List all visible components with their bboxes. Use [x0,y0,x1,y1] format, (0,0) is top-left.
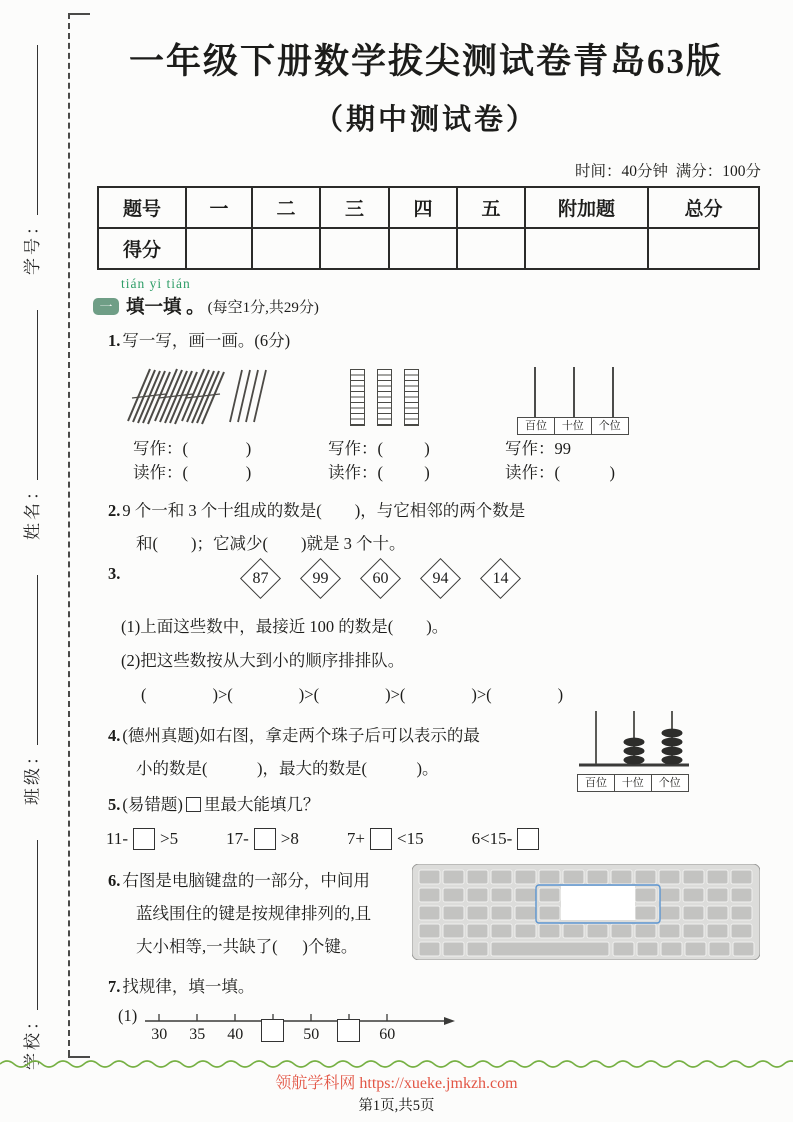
question-4-line1: (德州真题)如右图，拿走两个珠子后可以表示的最 [122,726,480,745]
diamond-value: 87 [252,569,269,587]
sub-question-label: (1) [118,1006,138,1025]
diamond-number [480,558,521,599]
answer-box [517,828,539,850]
write-as-blank: 写作：( ) [328,439,430,458]
score-cell [457,228,525,269]
read-as-blank: 读作：( ) [505,463,615,482]
keyboard-image [412,864,760,960]
name-blank [22,310,39,480]
wave-divider [0,1057,793,1071]
question-1 [108,330,290,352]
answer-box [337,1019,360,1042]
score-table [97,186,760,270]
score-header-cell: 附加题 [525,187,648,228]
question-6-line1: 右图是电脑键盘的一部分，中间用 [122,871,370,890]
read-as-blank: 读作：( ) [328,463,430,482]
diamond-number [240,558,281,599]
expression-left: 7+ [346,829,365,848]
question-2 [108,494,525,560]
expression-left: 6<15- [471,829,513,848]
section-pinyin: tián yi tián [121,276,191,291]
question-6-line3: 大小相等,一共缺了( )个键。 [136,937,358,956]
expression-right: <15 [396,829,424,848]
diamond-value: 99 [312,569,329,587]
stick-bundles-image [126,364,276,428]
question-4-line2: 小的数是( )，最大的数是( )。 [136,759,439,778]
ten-rod [377,369,392,426]
answer-box [186,797,201,812]
name-label: 姓名： [22,480,42,540]
diamond-numbers [246,564,515,593]
place-value-cell: 个位 [651,774,689,792]
class-blank [22,575,39,745]
score-header-cell: 四 [389,187,457,228]
question-5-prefix: (易错题) [122,795,183,814]
inequality-item [106,828,178,850]
number-line-value: 50 [303,1026,320,1043]
answer-box [261,1019,284,1042]
place-value-table [517,417,631,435]
place-value-cell: 百位 [577,774,615,792]
expression-right: >8 [280,829,299,848]
question-2-number: 2. [108,501,121,520]
score-header-cell: 一 [186,187,252,228]
section-note: (每空1分,共29分) [207,299,319,316]
number-line-value: 30 [151,1026,168,1043]
question-3-number: 3. [108,564,121,583]
expression-left: 17- [226,829,249,848]
name-field [18,310,42,540]
score-cell [186,228,252,269]
counting-board-rods [517,367,631,417]
q1-answer-col1 [133,437,251,485]
score-cell [389,228,457,269]
question-1-number: 1. [108,331,121,350]
inequality-item [347,828,424,850]
abacus-figure [577,707,691,792]
score-row-label: 得分 [98,228,186,269]
question-5-expressions [106,828,544,850]
score-cell [648,228,759,269]
answer-box [254,828,276,850]
number-line [143,1006,455,1054]
section-header [93,293,319,319]
question-5 [108,794,319,816]
question-5-suffix: 里最大能填几？ [203,795,320,814]
page-subtitle: （期中测试卷） [313,104,538,136]
time-info: 时间：40分钟 满分：100分 [574,163,761,180]
number-line-value: 40 [227,1026,244,1043]
score-header-cell: 题号 [98,187,186,228]
score-header-cell: 五 [457,187,525,228]
abacus-image [577,707,691,769]
question-1-text: 写一写，画一画。(6分) [122,331,291,350]
student-id-blank [22,45,39,215]
score-cell [252,228,320,269]
question-3-sub1: (1)上面这些数中，最接近 100 的数是( )。 [121,617,449,636]
counting-board-image [517,367,631,435]
binding-dashed-line [68,13,70,1056]
number-line-value: 60 [379,1026,396,1043]
place-value-table [577,774,691,792]
answer-box [133,828,155,850]
school-label: 学校： [22,1010,42,1070]
question-4 [108,719,568,785]
question-5-number: 5. [108,795,121,814]
section-number-badge: 一 [93,298,119,315]
place-value-cell: 百位 [517,417,555,435]
read-as-blank: 读作：( ) [133,463,252,482]
q1-answer-col2 [328,437,430,485]
class-field [18,575,42,805]
diamond-value: 14 [492,569,509,587]
question-2-line2: 和( )；它减少( )就是 3 个十。 [136,534,406,553]
q1-answer-col3 [505,437,615,485]
number-line-value: 35 [189,1026,206,1043]
page-number: 第1页,共5页 [358,1098,435,1114]
inequality-item [472,828,545,850]
question-3-ordering-blanks: ( )>( )>( )>( )>( ) [141,685,564,704]
ten-rod [404,369,419,426]
expression-right: >5 [160,829,179,848]
school-field [18,840,42,1070]
question-2-line1: 9 个一和 3 个十组成的数是( )，与它相邻的两个数是 [122,501,526,520]
answer-box [370,828,392,850]
score-table-score-row [98,228,759,269]
diamond-number [300,558,341,599]
place-value-cell: 十位 [614,774,652,792]
write-as-blank: 写作：( ) [133,439,252,458]
question-3-number-wrap [108,563,122,585]
student-id-field [18,45,42,275]
class-label: 班级： [22,745,42,805]
score-header-cell: 三 [320,187,389,228]
question-7-sub1 [118,1006,455,1054]
score-header-cell: 总分 [648,187,759,228]
score-cell [320,228,389,269]
ten-rod [350,369,365,426]
question-7-text: 找规律，填一填。 [122,977,255,996]
question-6-line2: 蓝线围住的键是按规律排列的,且 [136,904,372,923]
write-as-value: 写作：99 [505,439,571,458]
base-ten-rods-image [350,369,419,426]
footer-site: 领航学科网 https://xueke.jmkzh.com [275,1075,518,1092]
school-blank [22,840,39,1010]
question-3-sub2: (2)把这些数按从大到小的顺序排排队。 [121,651,405,670]
question-4-number: 4. [108,726,121,745]
page-title: 一年级下册数学拔尖测试卷青岛63版 [128,42,723,81]
section-title: 填一填 。 [126,298,205,318]
diamond-number [360,558,401,599]
inequality-item [226,828,299,850]
diamond-number [420,558,461,599]
diamond-value: 94 [432,569,449,587]
expression-left: 11- [106,829,129,848]
score-header-cell: 二 [252,187,320,228]
place-value-cell: 十位 [554,417,592,435]
corner-mark-top [68,13,90,15]
place-value-cell: 个位 [591,417,629,435]
question-6 [108,864,413,963]
score-cell [525,228,648,269]
question-7 [108,976,254,998]
student-id-label: 学号： [22,215,42,275]
question-6-number: 6. [108,871,121,890]
score-table-header-row [98,187,759,228]
question-7-number: 7. [108,977,121,996]
diamond-value: 60 [372,569,389,587]
